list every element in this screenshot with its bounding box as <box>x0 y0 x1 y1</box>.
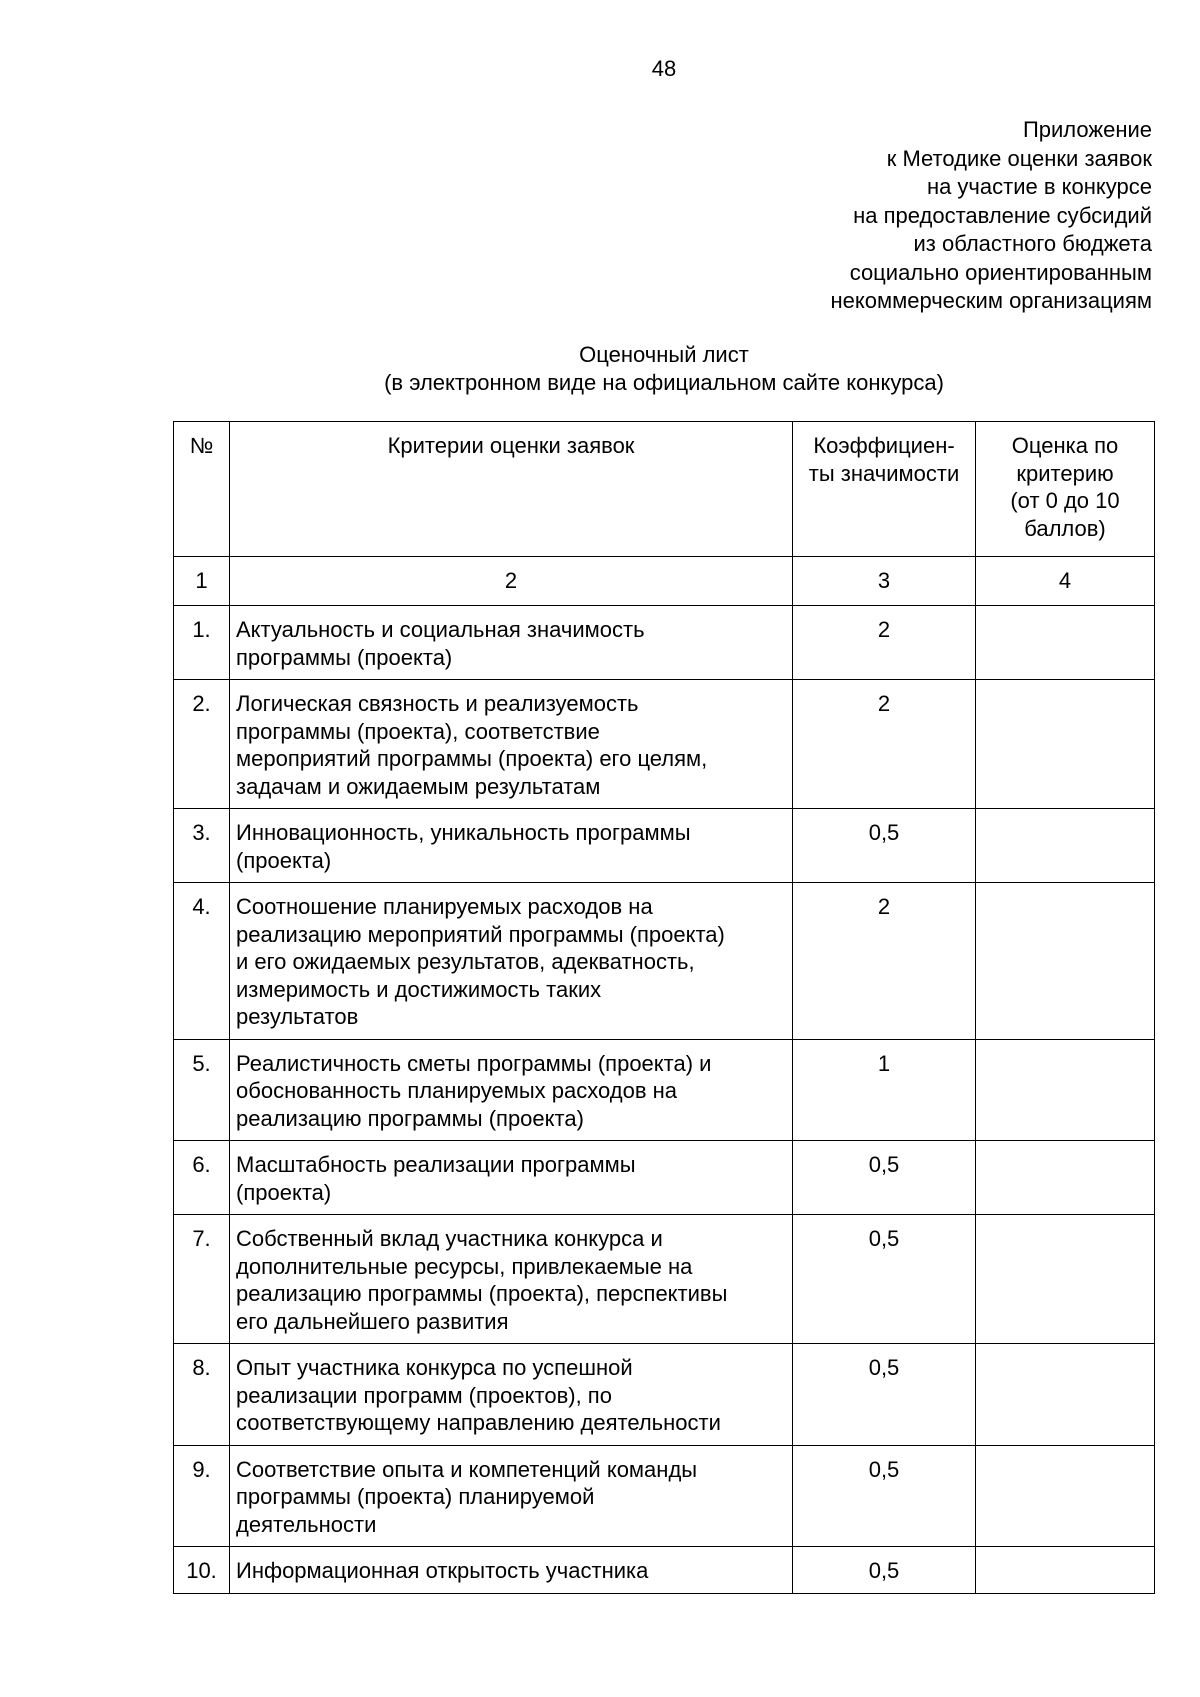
appendix-line: к Методике оценки заявок <box>886 145 1152 171</box>
criterion-line: Масштабность реализации программы <box>236 1152 636 1177</box>
criterion-line: Информационная открытость участника <box>236 1558 649 1583</box>
criterion-line: результатов <box>236 1004 359 1029</box>
table-row <box>174 680 1155 809</box>
criterion-text <box>230 1039 793 1141</box>
score-cell[interactable] <box>976 809 1155 883</box>
score-cell[interactable] <box>976 1215 1155 1344</box>
criterion-line: реализации программ (проектов), по <box>236 1382 612 1408</box>
criterion-line: реализацию программы (проекта), перспективы <box>236 1281 728 1306</box>
score-cell[interactable] <box>976 1039 1155 1141</box>
score-cell[interactable] <box>976 1344 1155 1446</box>
row-number: 10. <box>174 1547 230 1594</box>
criteria-rows <box>174 606 1155 1594</box>
table-row <box>174 1445 1155 1547</box>
table-row <box>174 883 1155 1040</box>
column-number-row <box>174 557 1155 606</box>
criterion-line: (проекта) <box>236 1179 332 1205</box>
sheet-title-main: Оценочный лист <box>579 342 749 367</box>
criterion-text <box>230 1445 793 1547</box>
criterion-line: реализацию программы (проекта) <box>236 1105 584 1131</box>
table-row <box>174 809 1155 883</box>
criterion-text <box>230 606 793 680</box>
score-cell[interactable] <box>976 883 1155 1040</box>
appendix-line: из областного бюджета <box>913 231 1152 256</box>
column-number: 2 <box>230 557 793 606</box>
row-number: 6. <box>174 1141 230 1215</box>
column-number: 4 <box>976 557 1155 606</box>
coefficient-value: 0,5 <box>793 1547 976 1594</box>
coefficient-value: 0,5 <box>793 1445 976 1547</box>
criterion-text <box>230 1344 793 1446</box>
criterion-line: (проекта) <box>236 847 332 873</box>
header-score: Оценка по критерию (от 0 до 10 баллов) <box>976 422 1155 557</box>
appendix-line: некоммерческим организациям <box>830 288 1152 313</box>
appendix-line: Приложение <box>1022 117 1152 142</box>
header-criteria: Критерии оценки заявок <box>230 422 793 557</box>
score-cell[interactable] <box>976 1141 1155 1215</box>
row-number: 4. <box>174 883 230 1040</box>
sheet-title-subtitle: (в электронном виде на официальном сайте конкурса) <box>384 370 944 395</box>
criterion-line: программы (проекта) планируемой <box>236 1484 595 1509</box>
coefficient-value: 2 <box>793 680 976 809</box>
criterion-line: измеримость и достижимость таких <box>236 976 602 1002</box>
table-row <box>174 1547 1155 1594</box>
criterion-line: дополнительные ресурсы, привлекаемые на <box>236 1253 693 1279</box>
evaluation-table <box>173 421 1155 1594</box>
criterion-line: программы (проекта) <box>236 644 453 670</box>
header-num: № <box>174 422 230 557</box>
criterion-line: обоснованность планируемых расходов на <box>236 1078 677 1103</box>
score-cell[interactable] <box>976 606 1155 680</box>
criterion-line: Собственный вклад участника конкурса и <box>236 1226 663 1251</box>
coefficient-value: 0,5 <box>793 1344 976 1446</box>
appendix-line: на предоставление субсидий <box>853 202 1152 228</box>
criterion-line: Соответствие опыта и компетенций команды <box>236 1456 698 1482</box>
coefficient-value: 1 <box>793 1039 976 1141</box>
row-number: 5. <box>174 1039 230 1141</box>
score-cell[interactable] <box>976 1547 1155 1594</box>
coefficient-value: 0,5 <box>793 1141 976 1215</box>
page-number: 48 <box>651 56 677 81</box>
table-row <box>174 606 1155 680</box>
criterion-text <box>230 809 793 883</box>
criterion-line: соответствующему направлению деятельности <box>236 1410 721 1435</box>
criterion-line: Реалистичность сметы программы (проекта) и <box>236 1050 712 1076</box>
coefficient-value: 0,5 <box>793 1215 976 1344</box>
column-number: 3 <box>793 557 976 606</box>
criterion-text <box>230 1215 793 1344</box>
criterion-text <box>230 883 793 1040</box>
column-number: 1 <box>174 557 230 606</box>
appendix-line: социально ориентированным <box>849 259 1152 285</box>
criterion-text <box>230 680 793 809</box>
criterion-text <box>230 1141 793 1215</box>
coefficient-value: 2 <box>793 883 976 1040</box>
criterion-line: задачам и ожидаемым результатам <box>236 773 601 799</box>
row-number: 8. <box>174 1344 230 1446</box>
row-number: 9. <box>174 1445 230 1547</box>
row-number: 1. <box>174 606 230 680</box>
table-row <box>174 1215 1155 1344</box>
criterion-line: Соотношение планируемых расходов на <box>236 894 653 919</box>
table-row <box>174 1039 1155 1141</box>
criterion-line: программы (проекта), соответствие <box>236 718 600 744</box>
criterion-line: Актуальность и социальная значимость <box>236 617 645 642</box>
table-row <box>174 1344 1155 1446</box>
appendix-line: на участие в конкурсе <box>926 174 1152 199</box>
table-header-row <box>174 422 1155 557</box>
coefficient-value: 0,5 <box>793 809 976 883</box>
row-number: 3. <box>174 809 230 883</box>
appendix-heading <box>830 116 1152 316</box>
criterion-line: и его ожидаемых результатов, адекватность, <box>236 949 695 974</box>
header-coefficient: Коэффициен- ты значимости <box>793 422 976 557</box>
row-number: 7. <box>174 1215 230 1344</box>
table-row <box>174 1141 1155 1215</box>
criterion-line: его дальнейшего развития <box>236 1308 509 1334</box>
score-cell[interactable] <box>976 680 1155 809</box>
criterion-line: Опыт участника конкурса по успешной <box>236 1355 633 1380</box>
criterion-line: реализацию мероприятий программы (проекта) <box>236 921 725 947</box>
criterion-line: мероприятий программы (проекта) его целям, <box>236 746 708 771</box>
sheet-title <box>0 341 1200 397</box>
criterion-line: Инновационность, уникальность программы <box>236 820 691 845</box>
row-number: 2. <box>174 680 230 809</box>
coefficient-value: 2 <box>793 606 976 680</box>
criterion-text <box>230 1547 793 1594</box>
score-cell[interactable] <box>976 1445 1155 1547</box>
criterion-line: Логическая связность и реализуемость <box>236 691 639 716</box>
criterion-line: деятельности <box>236 1511 377 1537</box>
